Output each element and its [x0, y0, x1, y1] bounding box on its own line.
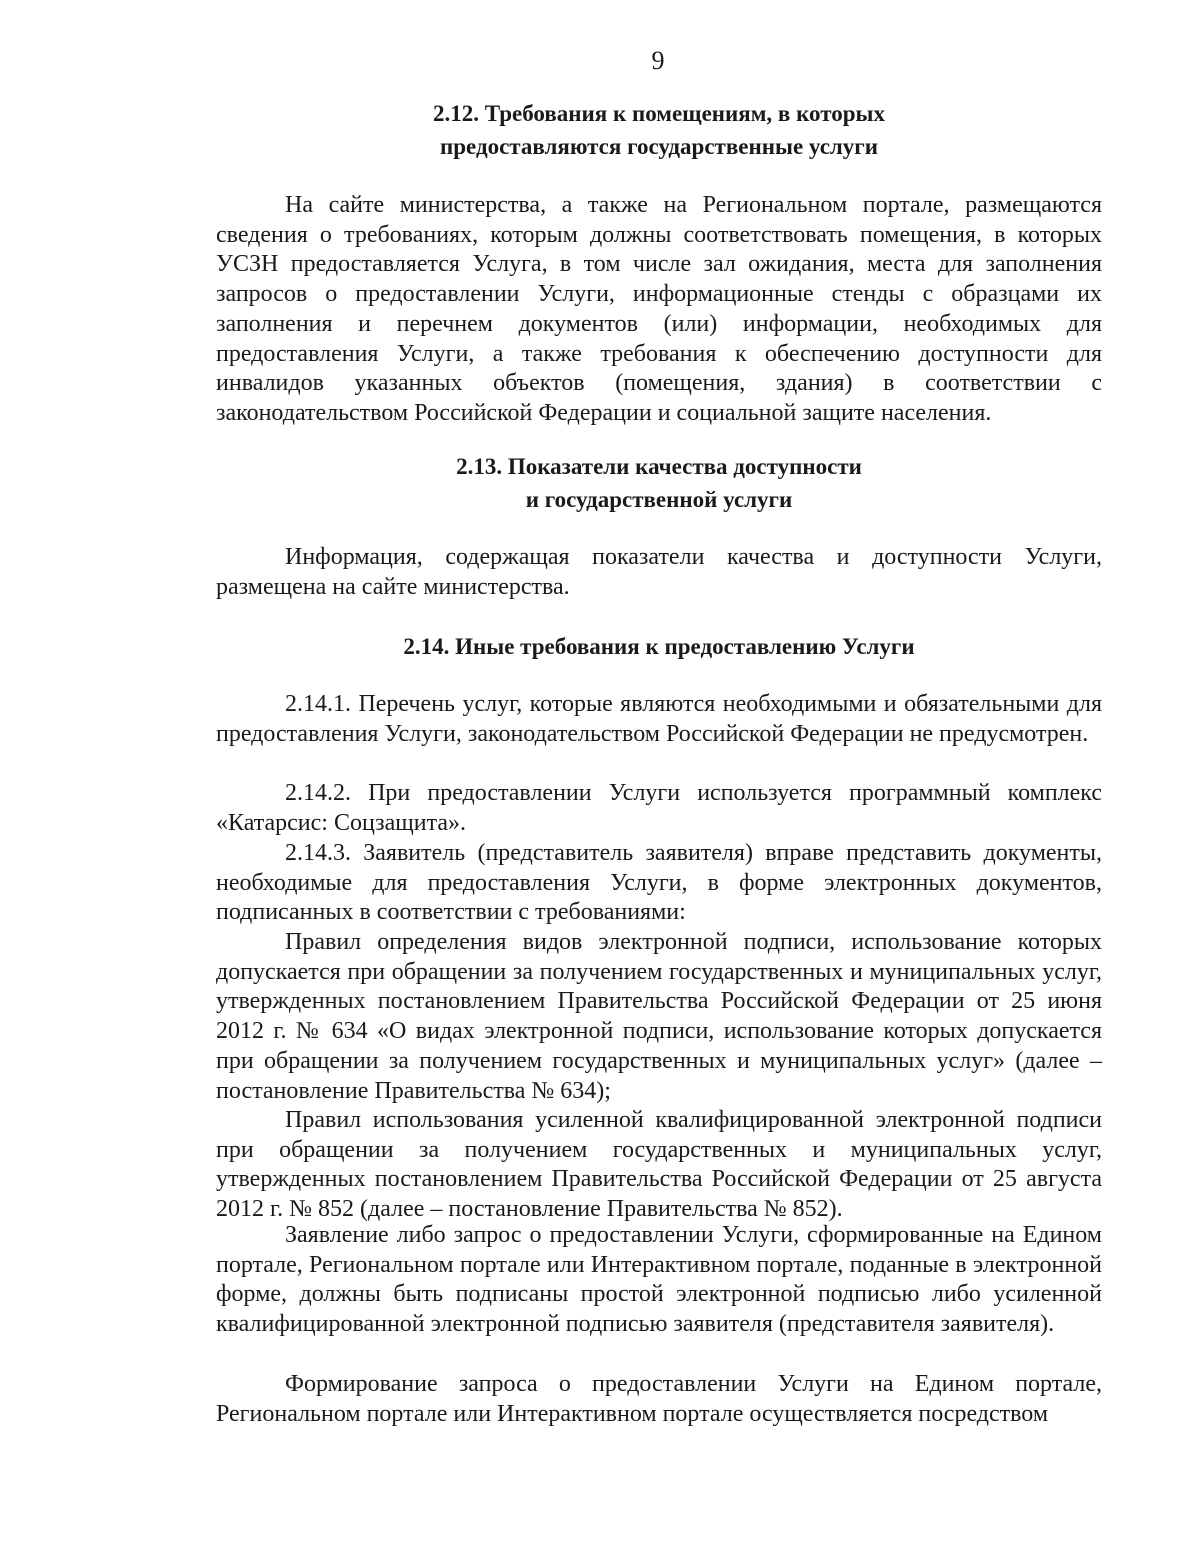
section-2-12-paragraph: На сайте министерства, а также на Региональном портале, размещаются сведения о требованиях, которым должны соответствовать помещения, в которых УСЗН предоставляется Услуга, в том числе зал ожидания, места для заполнения запросов о предоставлении Услуги, информационные стенды с образцами их заполнения и перечнем документов (или) информации, необходимых для предоставления Услуги, а также требования к обеспечению доступности для инвалидов указанных объектов (помещения, здания) в соответствии с законодательством Российской Федерации и социальной защите населения. — [216, 192, 1102, 426]
paragraph-application-signature: Заявление либо запрос о предоставлении Услуги, сформированные на Едином портале, Региональном портале или Интерактивном портале, поданные в электронной форме, должны быть подписаны простой электронной подписью либо усиленной квалифицированной электронной подписью заявителя (представителя заявителя). — [216, 1222, 1102, 1338]
paragraph-request-formation: Формирование запроса о предоставлении Услуги на Едином портале, Региональном портале или Интерактивном портале осуществляется посредством — [216, 1371, 1102, 1427]
paragraph-rules-634: Правил определения видов электронной подписи, использование которых допускается при обращении за получением государственных и муниципальных услуг, утвержденных постановлением Правительства Российской Федерации от 25 июня 2012 г. № 634 «О видах электронной подписи, использование которых допускается при обращении за получением государственных и муниципальных услуг» (далее – постановление Правительства № 634); — [216, 929, 1102, 1104]
section-2-14-heading — [216, 630, 1102, 663]
page-number: 9 — [651, 46, 665, 75]
section-2-12-heading-line2: предоставляются государственные услуги — [440, 134, 878, 159]
paragraph-2-14-3: 2.14.3. Заявитель (представитель заявителя) вправе представить документы, необходимые для предоставления Услуги, в форме электронных документов, подписанных в соответствии с требованиями: — [216, 840, 1102, 926]
section-2-12-heading-line1: 2.12. Требования к помещениям, в которых — [433, 101, 885, 126]
paragraph-2-14-2: 2.14.2. При предоставлении Услуги используется программный комплекс «Катарсис: Соцзащита». — [216, 780, 1102, 836]
section-2-13-heading — [216, 450, 1102, 516]
paragraph-2-14-1: 2.14.1. Перечень услуг, которые являются необходимыми и обязательными для предоставления Услуги, законодательством Российской Федерации не предусмотрен. — [216, 691, 1102, 747]
section-2-12-heading — [216, 97, 1102, 163]
paragraph-rules-852: Правил использования усиленной квалифицированной электронной подписи при обращении за получением государственных и муниципальных услуг, утвержденных постановлением Правительства Российской Федерации от 25 августа 2012 г. № 852 (далее – постановление Правительства № 852). — [216, 1107, 1102, 1223]
section-2-14-heading-line: 2.14. Иные требования к предоставлению Услуги — [403, 634, 915, 659]
section-2-13-heading-line1: 2.13. Показатели качества доступности — [456, 454, 862, 479]
section-2-13-paragraph: Информация, содержащая показатели качества и доступности Услуги, размещена на сайте министерства. — [216, 544, 1102, 600]
section-2-13-heading-line2: и государственной услуги — [525, 487, 793, 512]
